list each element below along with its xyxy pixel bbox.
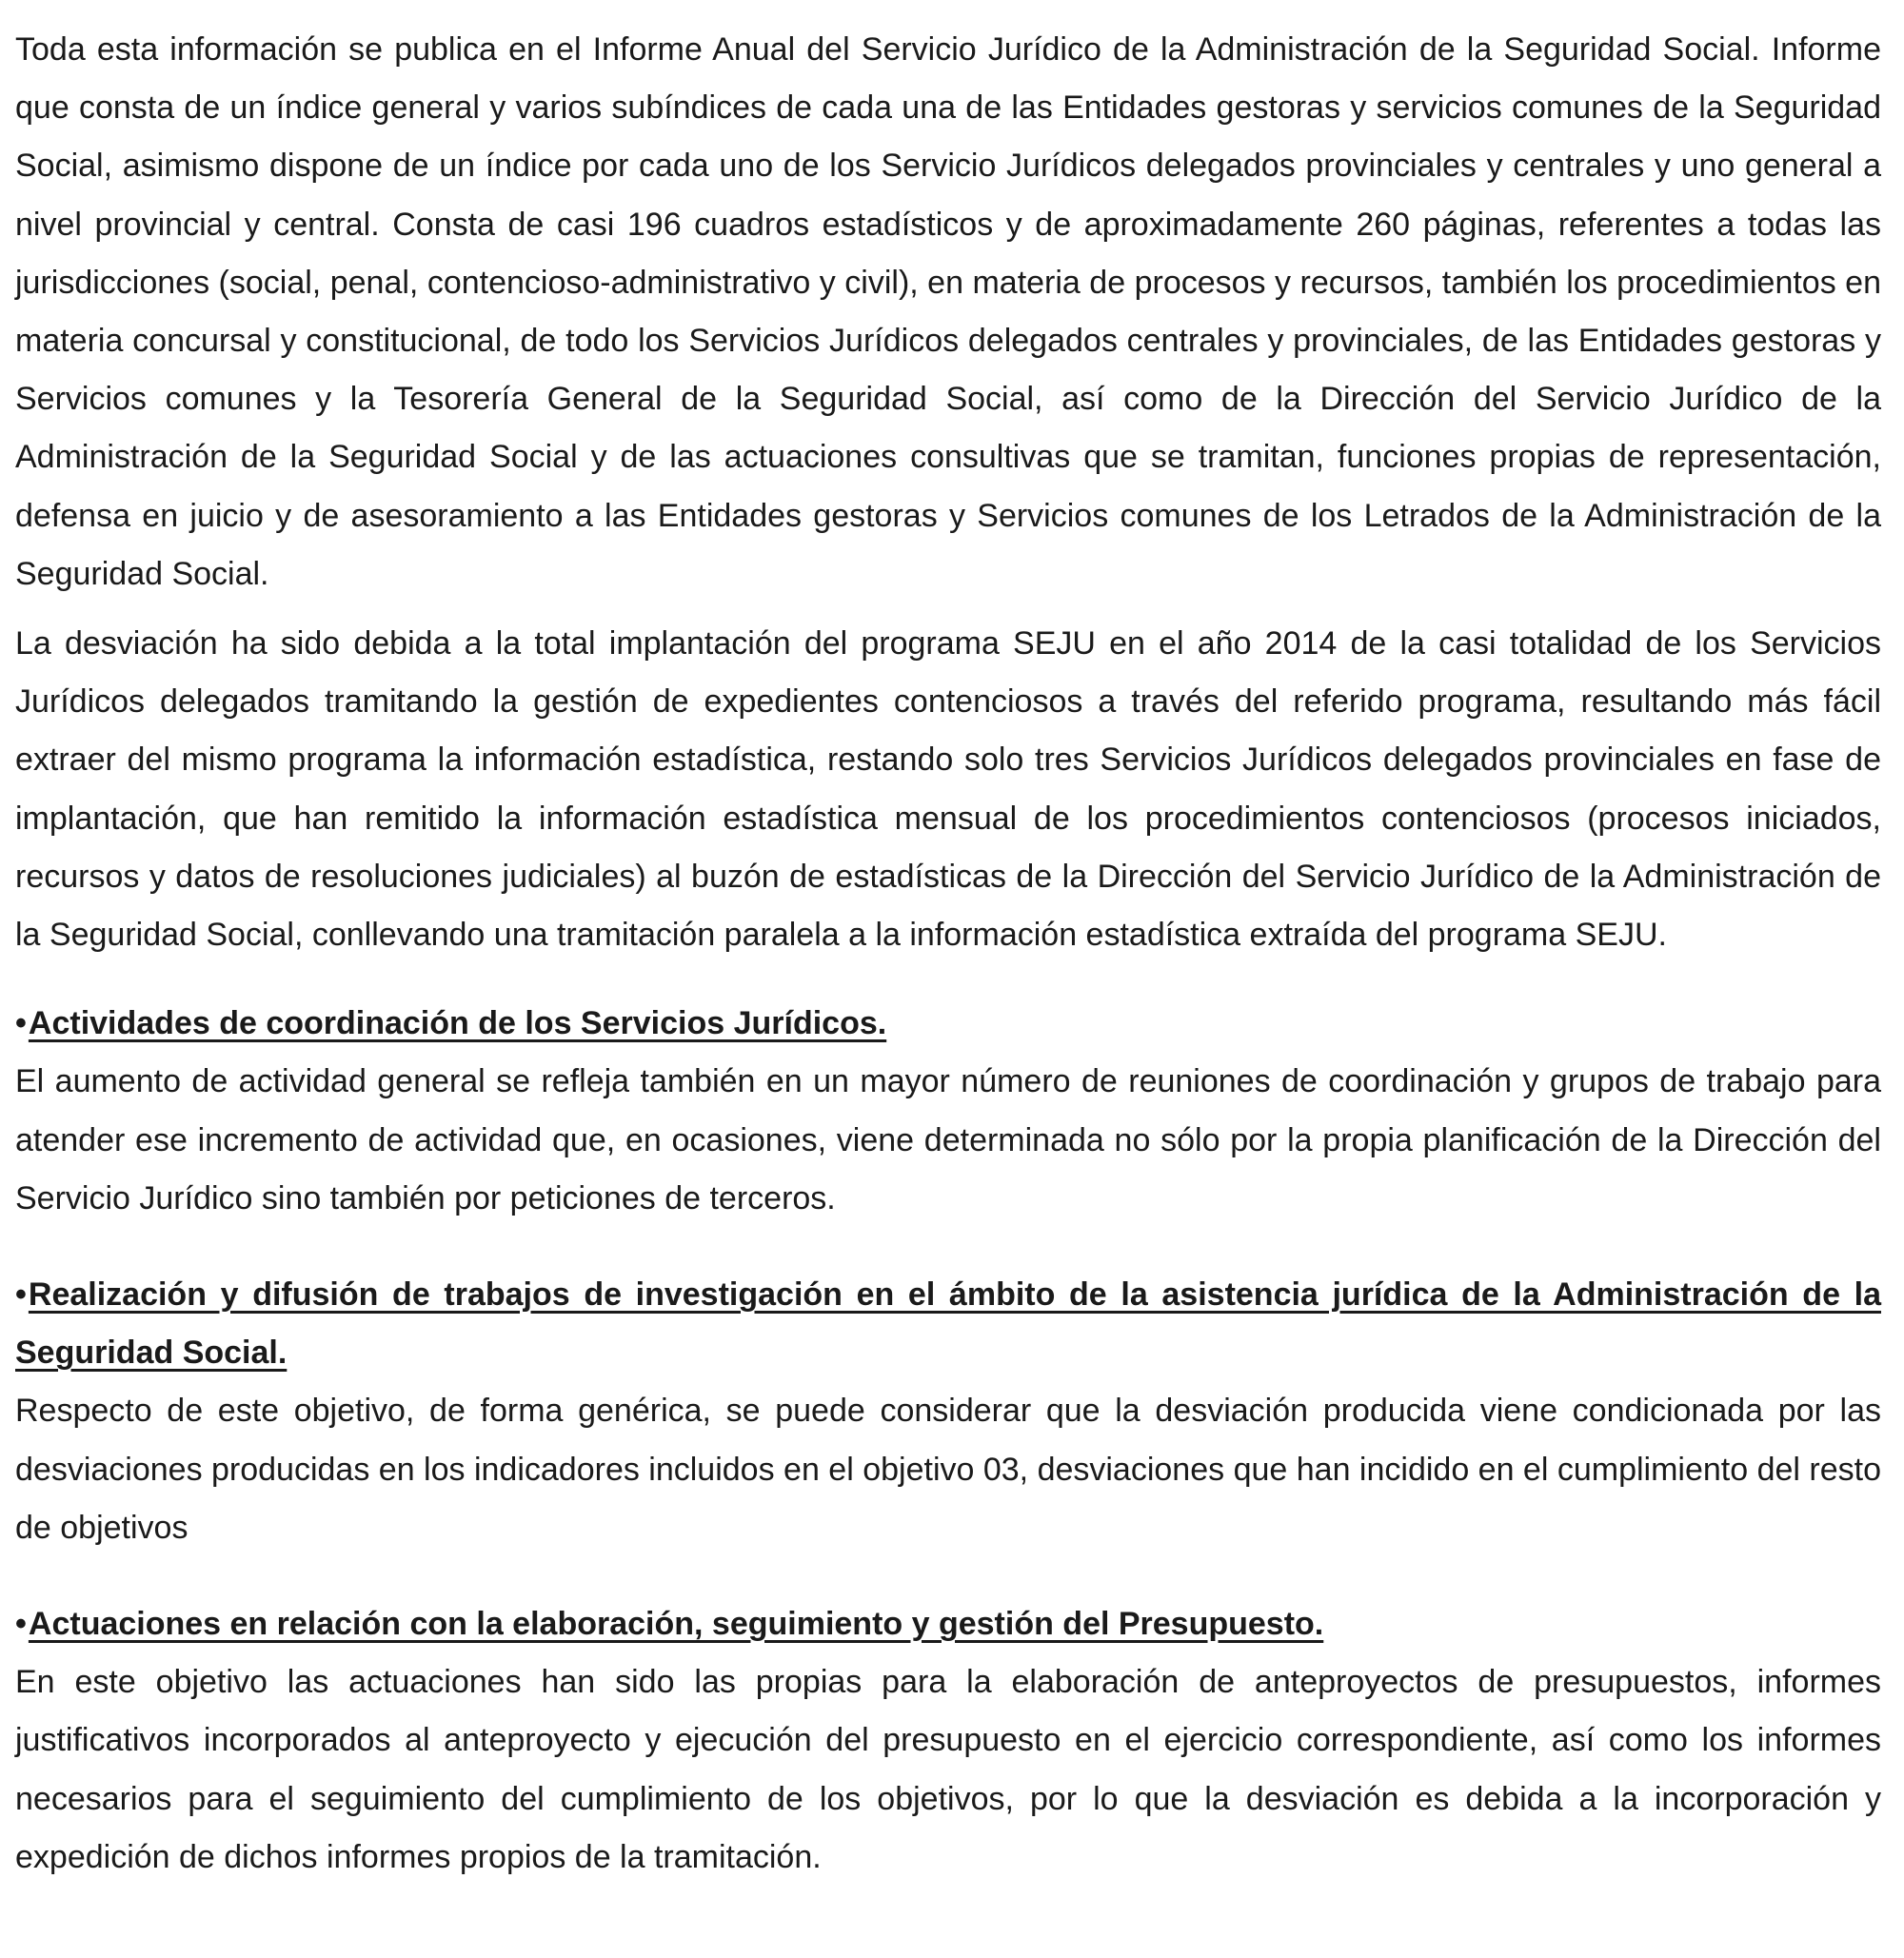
bullet-icon: • xyxy=(15,1005,27,1042)
document-page xyxy=(15,21,1881,1887)
section-heading-text: Actuaciones en relación con la elaboración, seguimiento y gestión del Presupuesto. xyxy=(28,1606,1324,1643)
bullet-icon: • xyxy=(15,1276,27,1314)
section-body: El aumento de actividad general se refleja también en un mayor número de reuniones de coordinación y grupos de trabajo para atender ese incremento de actividad que, en ocasiones, viene determinada no sólo por la propia planificación de la Dirección del Servicio Jurídico sino también por peticiones de terceros. xyxy=(15,1063,1881,1216)
section-body: Respecto de este objetivo, de forma genérica, se puede considerar que la desviación producida viene condicionada por las desviaciones producidas en los indicadores incluidos en el objetivo 03, desviaciones que han incidido en el cumplimiento del resto de objetivos xyxy=(15,1393,1881,1546)
section-heading xyxy=(15,1595,1881,1653)
paragraph-informe-anual: Toda esta información se publica en el Informe Anual del Servicio Jurídico de la Administración de la Seguridad Social. Informe que consta de un índice general y varios subíndices de cada una de las Entidades gestoras y servicios comunes de la Seguridad Social, asimismo dispone de un índice por cada uno de los Servicio Jurídicos delegados provinciales y centrales y uno general a nivel provincial y central. Consta de casi 196 cuadros estadísticos y de aproximadamente 260 páginas, referentes a todas las jurisdicciones (social, penal, contencioso-administrativo y civil), en materia de procesos y recursos, también los procedimientos en materia concursal y constitucional, de todo los Servicios Jurídicos delegados centrales y provinciales, de las Entidades gestoras y Servicios comunes y la Tesorería General de la Seguridad Social, así como de la Dirección del Servicio Jurídico de la Administración de la Seguridad Social y de las actuaciones consultivas que se tramitan, funciones propias de representación, defensa en juicio y de asesoramiento a las Entidades gestoras y Servicios comunes de los Letrados de la Administración de la Seguridad Social. xyxy=(15,31,1881,592)
section-investigacion xyxy=(15,1266,1881,1557)
paragraph-desviacion-seju: La desviación ha sido debida a la total implantación del programa SEJU en el año 2014 de la casi totalidad de los Servicios Jurídicos delegados tramitando la gestión de expedientes contenciosos a través del referido programa, resultando más fácil extraer del mismo programa la información estadística, restando solo tres Servicios Jurídicos delegados provinciales en fase de implantación, que han remitido la información estadística mensual de los procedimientos contenciosos (procesos iniciados, recursos y datos de resoluciones judiciales) al buzón de estadísticas de la Dirección del Servicio Jurídico de la Administración de la Seguridad Social, conllevando una tramitación paralela a la información estadística extraída del programa SEJU. xyxy=(15,625,1881,954)
section-body: En este objetivo las actuaciones han sido las propias para la elaboración de anteproyectos de presupuestos, informes justificativos incorporados al anteproyecto y ejecución del presupuesto en el ejercicio correspondiente, así como los informes necesarios para el seguimiento del cumplimiento de los objetivos, por lo que la desviación es debida a la incorporación y expedición de dichos informes propios de la tramitación. xyxy=(15,1664,1881,1875)
section-heading xyxy=(15,995,1881,1053)
section-coordinacion xyxy=(15,995,1881,1228)
bullet-icon: • xyxy=(15,1606,27,1643)
section-presupuesto xyxy=(15,1595,1881,1887)
section-heading-text: Realización y difusión de trabajos de investigación en el ámbito de la asistencia jurídica de la Administración de la Seguridad Social. xyxy=(15,1276,1881,1372)
section-heading xyxy=(15,1266,1881,1382)
section-heading-text: Actividades de coordinación de los Servicios Jurídicos. xyxy=(28,1005,887,1042)
